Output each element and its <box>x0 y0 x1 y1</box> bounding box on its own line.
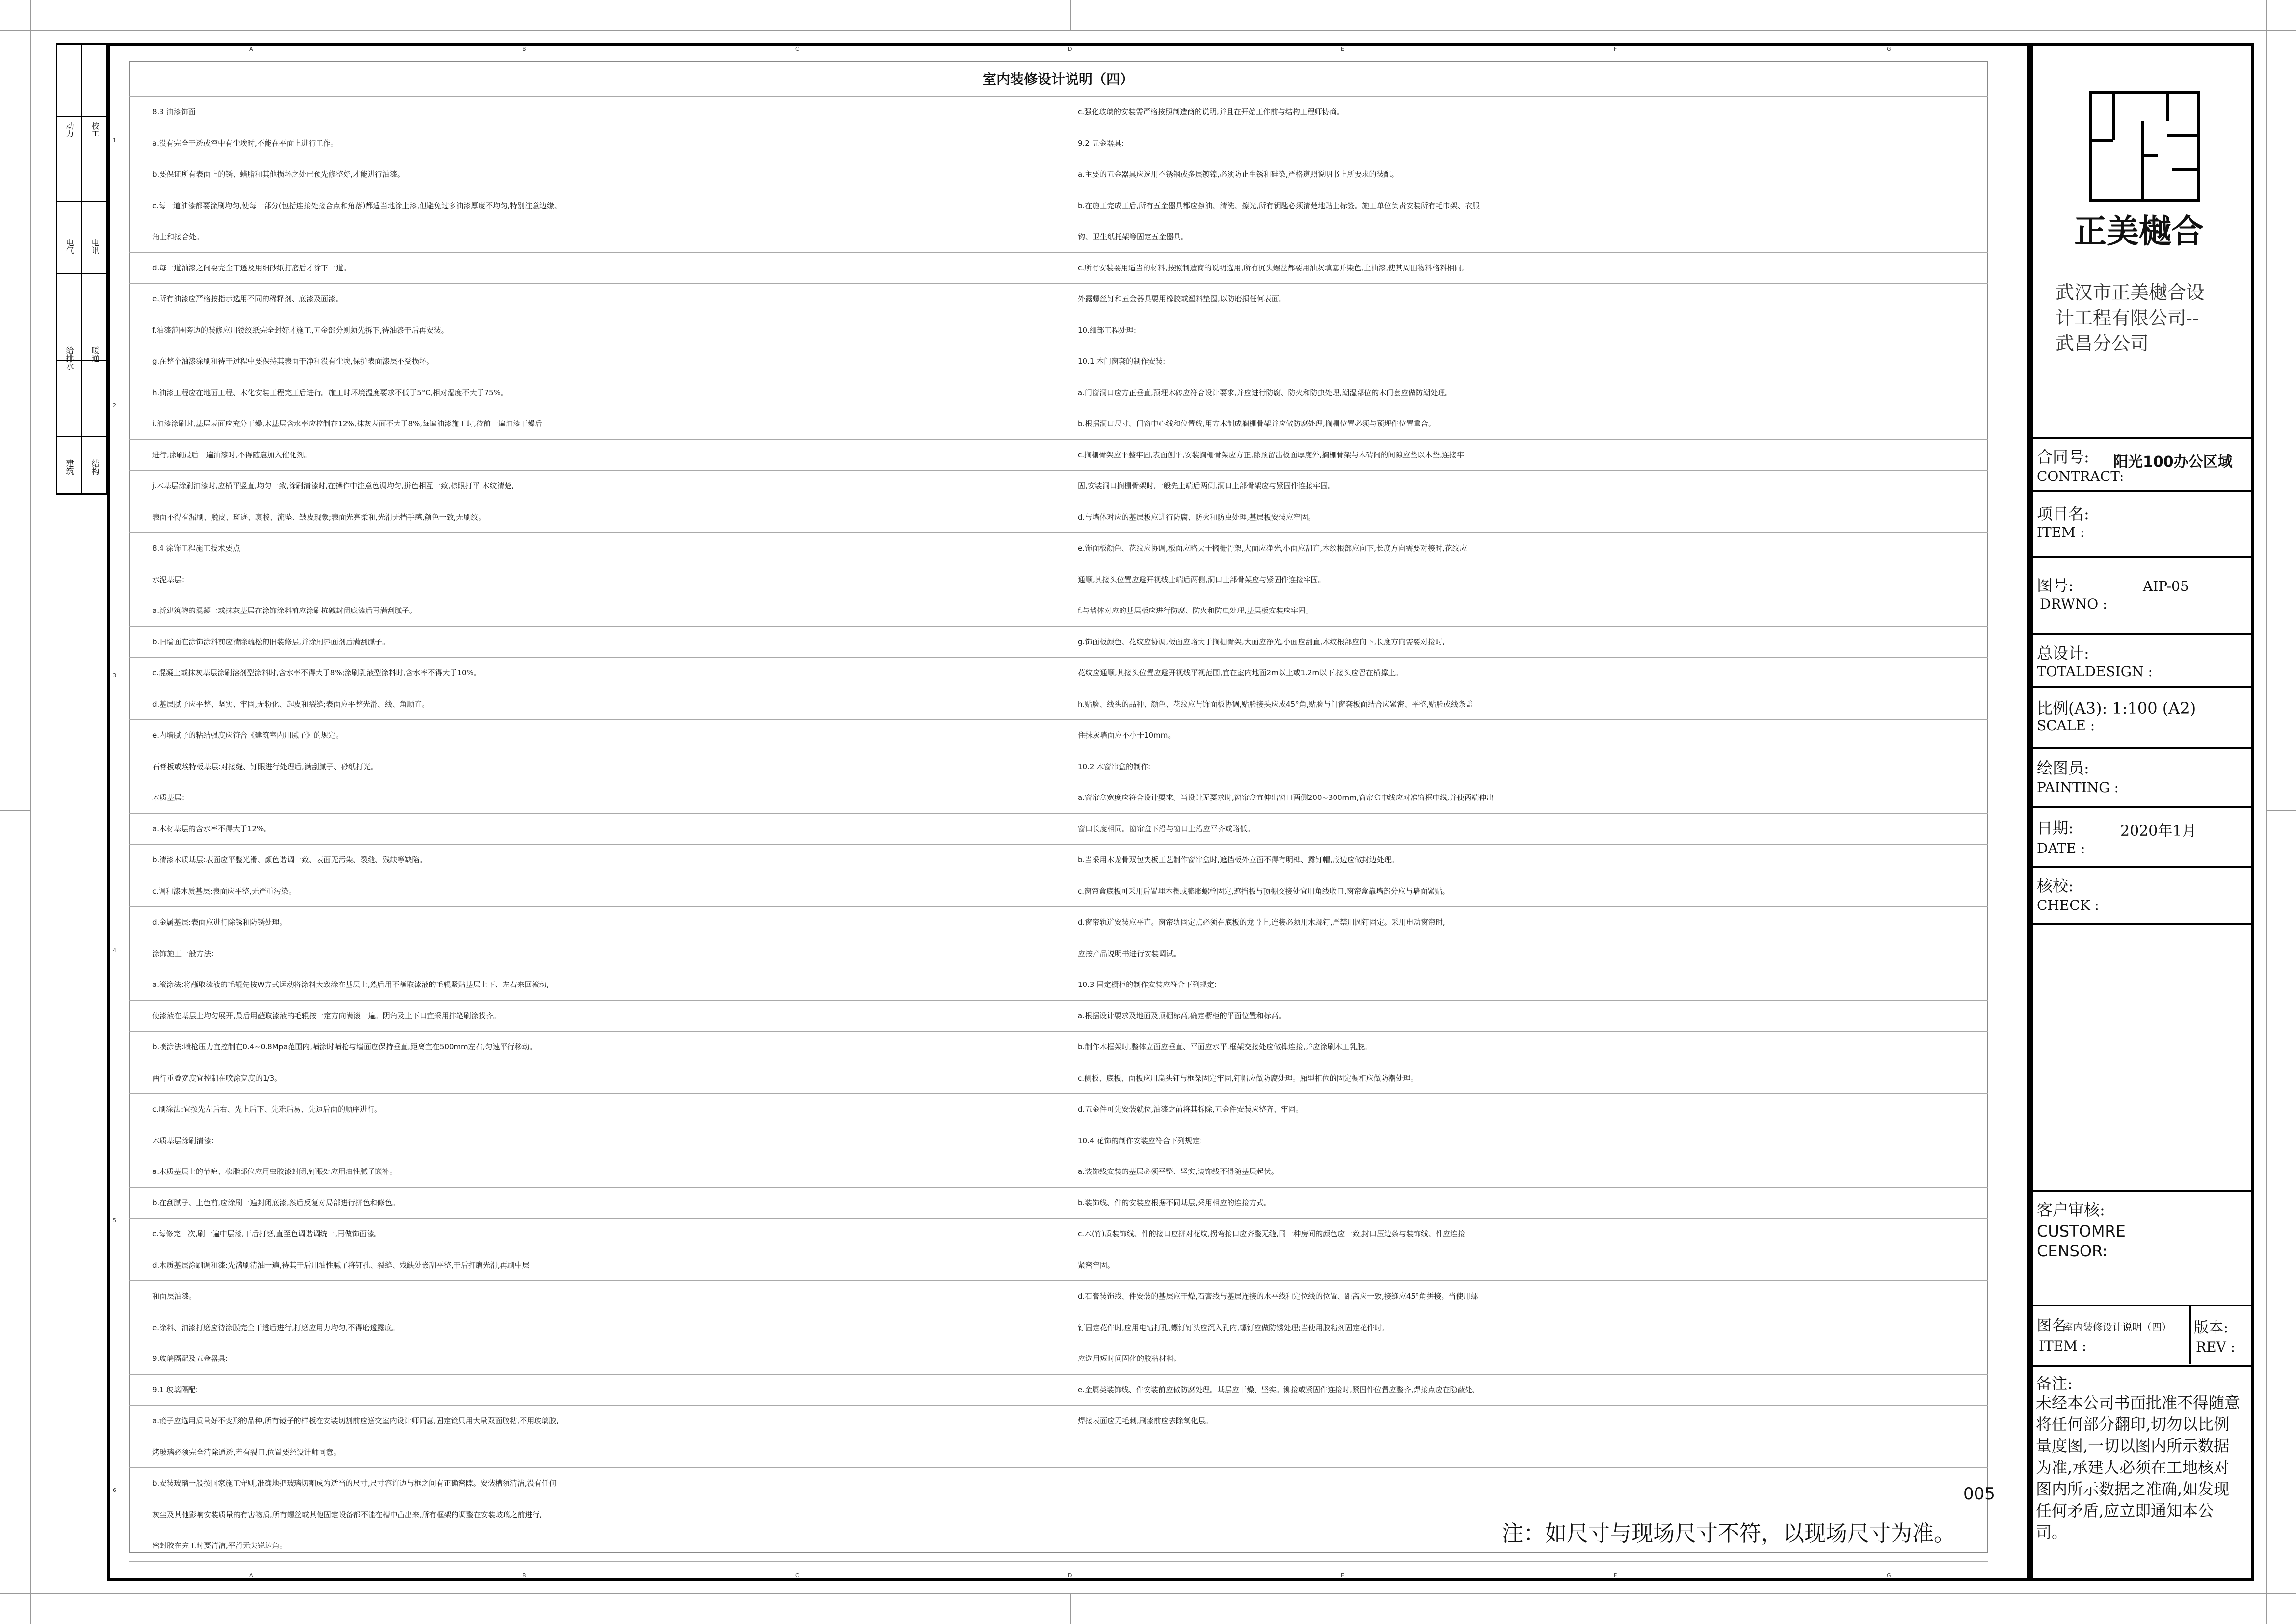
note-line: 涂饰施工一般方法: <box>152 949 214 958</box>
company-line: 计工程有限公司-- <box>2056 307 2199 329</box>
row-rule <box>129 657 1988 658</box>
ruler-label: E <box>1341 1572 1344 1579</box>
note-line: 花纹应通顺,其接头位置应避开视线平视范围,宜在室内地面2m以上或1.2m以下,接头应留在横撑上。 <box>1078 668 1403 677</box>
note-line: 烤玻璃必须完全清除通透,若有裂口,位置要经设计师同意。 <box>152 1447 341 1457</box>
row-rule <box>129 439 1988 440</box>
row-rule <box>129 1031 1988 1032</box>
ruler-label: F <box>1614 1572 1617 1579</box>
note-line: 外露螺丝钉和五金器具要用橡胶或塑料垫圈,以防磨损任何表面。 <box>1078 294 1286 303</box>
note-line: a.装饰线安装的基层必须平整、坚实,装饰线不得随基层起伏。 <box>1078 1167 1279 1176</box>
ruler-label: 5 <box>113 1217 116 1224</box>
strip-label: 电气 <box>65 239 74 254</box>
row-rule <box>129 1467 1988 1468</box>
row-rule <box>129 96 1988 97</box>
note-line: f.与墙体对应的基层板应进行防腐、防火和防虫处理,基层板安装应牢固。 <box>1078 606 1313 615</box>
note-line: 焊接表面应无毛刺,刷漆前应去除氧化层。 <box>1078 1416 1213 1425</box>
row-rule <box>129 1374 1988 1375</box>
note-line: 紧密牢固。 <box>1078 1260 1115 1270</box>
row-rule <box>129 719 1988 720</box>
version-en-label: REV : <box>2196 1339 2236 1355</box>
ruler-label: A <box>249 1572 253 1579</box>
note-line: c.刷涂法:宜按先左后右、先上后下、先难后易、先边后面的顺序进行。 <box>152 1105 382 1114</box>
ruler-label: A <box>249 46 253 52</box>
total-design-label: 总设计: <box>2037 644 2089 663</box>
note-line: d.每一道油漆之间要完全干透及用细砂纸打磨后才涂下一道。 <box>152 263 351 272</box>
row-rule <box>129 1561 1988 1562</box>
ruler-label: D <box>1068 1572 1072 1579</box>
note-line: h.油漆工程应在地面工程、木化安装工程完工后进行。施工时环境温度要求不低于5°C,相对湿度不大于75%。 <box>152 388 508 397</box>
note-line: c.所有安装要用适当的材料,按照制造商的说明选用,所有沉头螺丝都要用油灰填塞并染色,上油漆,使其周围物料格料相同, <box>1078 263 1464 272</box>
note-line: 10.4 花饰的制作安装应符合下列规定: <box>1078 1136 1202 1145</box>
note-line: 8.3 油漆饰面 <box>152 107 196 116</box>
ruler-label: F <box>1614 46 1617 52</box>
note-line: b.要保证所有表面上的锈、蜡脂和其他损坏之处已预先修整好,才能进行油漆。 <box>152 170 405 179</box>
note-line: 9.玻璃隔配及五金器具: <box>152 1354 228 1363</box>
note-line: a.新建筑物的混凝土或抹灰基层在涂饰涂料前应涂刷抗碱封闭底漆后再满刮腻子。 <box>152 606 417 615</box>
note-line: 木质基层涂刷清漆: <box>152 1136 214 1145</box>
company-logo-icon <box>2089 91 2200 202</box>
note-line: b.安装玻璃一般按国家施工守则,准确地把玻璃切割成为适当的尺寸,尺寸容许边与框之间有正确密隙。安装槽须清洁,没有任何 <box>152 1479 557 1488</box>
strip-label: 动力 <box>65 122 74 137</box>
note-line: 灰尘及其他影响安装质量的有害物质,所有螺丝或其他固定设备都不能在槽中凸出来,所有框架的调整在安装玻璃之前进行, <box>152 1510 542 1519</box>
note-line: j.木基层涂刷油漆时,应横平竖直,均匀一致,涂刷清漆时,在操作中注意色调均匀,拼色相互一致,棕眼打平,木纹清楚, <box>152 481 514 490</box>
ruler-label: 1 <box>113 137 116 144</box>
note-line: h.贴脸、线头的品种、颜色、花纹应与饰面板协调,贴脸接头应成45°角,贴脸与门窗套板面结合应紧密、平整,贴脸或线条盖 <box>1078 699 1473 709</box>
contract-label: 合同号: <box>2037 448 2089 466</box>
row-rule <box>129 1093 1988 1094</box>
note-line: 石膏板或埃特板基层:对接缝、钉眼进行处理后,满刮腻子、砂纸打光。 <box>152 762 378 771</box>
ruler-label: E <box>1341 46 1344 52</box>
censor-en-label: CENSOR: <box>2037 1242 2108 1260</box>
drawing-number-value: AIP-05 <box>2143 578 2189 594</box>
note-line: 木质基层: <box>152 793 185 802</box>
row-rule <box>129 1280 1988 1281</box>
row-rule <box>129 906 1988 907</box>
note-line: a.木质基层上的节疤、松脂部位应用虫胶漆封闭,钉眼处应用油性腻子嵌补。 <box>152 1167 397 1176</box>
note-line: 10.3 固定橱柜的制作安装应符合下列规定: <box>1078 980 1217 989</box>
note-line: a.滚涂法:将蘸取漆液的毛辊先按W方式运动将涂料大致涂在基层上,然后用不蘸取漆液的毛辊紧贴基层上下、左右来回滚动, <box>152 980 549 989</box>
painting-label: 绘图员: <box>2037 759 2089 777</box>
note-line: 密封胶在完工时要清洁,平滑无尖锐边角。 <box>152 1541 287 1550</box>
note-line: c.木(竹)质装饰线、件的接口应拼对花纹,拐弯接口应齐整无缝,同一种房间的颜色应一致,封口压边条与装饰线、件应连接 <box>1078 1229 1466 1238</box>
dimension-note: 注：如尺寸与现场尺寸不符，以现场尺寸为准。 <box>1502 1521 1955 1546</box>
note-line: c.每一道油漆都要涂刷均匀,使每一部分(包括连接处接合点和角落)都适当地涂上漆,但避免过多油漆厚度不均匀,特别注意边缘、 <box>152 201 562 210</box>
date-label: 日期: <box>2037 819 2074 837</box>
note-line: 10.1 木门窗套的制作安装: <box>1078 357 1166 366</box>
drawing-number-label: 图号: <box>2037 576 2074 595</box>
row-rule <box>129 1000 1988 1001</box>
ruler-label: C <box>795 46 799 52</box>
note-line: 住抹灰墙面应不小于10mm。 <box>1078 731 1175 740</box>
note-line: i.油漆涂刷时,基层表面应充分干燥,木基层含水率应控制在12%,抹灰表面不大于8%,每遍油漆施工时,待前一遍油漆干燥后 <box>152 419 542 428</box>
date-value: 2020年1月 <box>2120 823 2197 840</box>
note-line: b.根据洞口尺寸、门窗中心线和位置线,用方木制成搁栅骨架并应做防腐处理,搁栅位置必须与预埋件位置重合。 <box>1078 419 1436 428</box>
note-line: 8.4 涂饰工程施工技术要点 <box>152 544 240 553</box>
total-design-en-label: TOTALDESIGN : <box>2037 664 2153 680</box>
strip-label: 校工 <box>90 122 100 137</box>
note-line: b.清漆木质基层:表面应平整光滑、颜色谐调一致、表面无污染、裂缝、残缺等缺陷。 <box>152 855 427 864</box>
note-line: b.在刮腻子、上色前,应涂刷一遍封闭底漆,然后反复对局部进行拼色和修色。 <box>152 1198 400 1207</box>
note-line: d.五金件可先安装就位,油漆之前将其拆除,五金件安装应整齐、牢固。 <box>1078 1105 1303 1114</box>
ruler-label: G <box>1887 1572 1891 1579</box>
note-line: 角上和接合处。 <box>152 232 204 241</box>
note-line: b.制作木框架时,整体立面应垂直、平面应水平,框架交接处应做榫连接,并应涂刷木工乳胶。 <box>1078 1042 1372 1051</box>
note-line: g.饰面板颜色、花纹应协调,板面应略大于搁栅骨架,大面应净光,小面应刮直,木纹根部应向下,长度方向需要对接时, <box>1078 637 1445 646</box>
row-rule <box>129 844 1988 845</box>
note-line: e.所有油漆应严格按指示选用不同的稀释剂、底漆及面漆。 <box>152 294 343 303</box>
ruler-label: 2 <box>113 402 116 409</box>
note-line: e.金属类装饰线、件安装前应做防腐处理。基层应干燥、坚实。铆接或紧固件连接时,紧固件位置应整齐,焊接点应在隐蔽处、 <box>1078 1385 1480 1394</box>
drawing-number-en-label: DRWNO : <box>2040 596 2108 612</box>
note-line: 固,安装洞口搁栅骨架时,一般先上端后两侧,洞口上部骨架应与紧固件连接牢固。 <box>1078 481 1335 490</box>
note-line: a.镜子应选用质量好不变形的品种,所有镜子的样板在安装切割前应送交室内设计师同意,固定镜只用大量双面胶粘,不用玻璃胶, <box>152 1416 559 1425</box>
strip-label: 给排水 <box>65 346 74 370</box>
remarks-line: 司。 <box>2036 1523 2068 1542</box>
note-line: 应按产品说明书进行安装调试。 <box>1078 949 1181 958</box>
note-line: g.在整个油漆涂刷和待干过程中要保持其表面干净和没有尘埃,保护表面漆层不受损坏。 <box>152 357 434 366</box>
note-line: a.门窗洞口应方正垂直,预埋木砖应符合设计要求,并应进行防腐、防火和防虫处理,潮湿部位的木门套应做防潮处理。 <box>1078 388 1453 397</box>
logo-text: 正美樾合 <box>2074 212 2204 250</box>
note-line: c.窗帘盒底板可采用后置埋木楔或膨胀螺栓固定,遮挡板与顶棚交接处宜用角线收口,窗帘盒靠墙部分应与墙面紧贴。 <box>1078 886 1450 896</box>
strip-label: 暖通 <box>90 346 100 362</box>
remarks-line: 将任何部分翻印,切勿以比例 <box>2036 1415 2230 1434</box>
ruler-label: G <box>1887 46 1891 52</box>
note-line: b.喷涂法:喷枪压力宜控制在0.4~0.8Mpa范围内,喷涂时喷枪与墙面应保持垂直,距离宜在500mm左右,匀速平行移动。 <box>152 1042 537 1051</box>
remarks-line: 量度图,一切以图内所示数据 <box>2036 1437 2230 1455</box>
note-line: 两行重叠宽度宜控制在喷涂宽度的1/3。 <box>152 1073 282 1083</box>
row-rule <box>129 1187 1988 1188</box>
note-line: d.金属基层:表面应进行除锈和防锈处理。 <box>152 918 287 927</box>
strip-label: 结构 <box>90 459 100 475</box>
note-line: 9.1 玻璃隔配: <box>152 1385 198 1394</box>
check-label: 核校: <box>2037 877 2074 895</box>
strip-label: 建筑 <box>65 459 74 475</box>
note-line: a.根据设计要求及地面及顶棚标高,确定橱柜的平面位置和标高。 <box>1078 1011 1286 1020</box>
note-line: c.搁栅骨架应平整牢固,表面刨平,安装搁栅骨架应方正,除预留出板面厚度外,搁栅骨架与木砖间的间隙应垫以木垫,连接牢 <box>1078 450 1464 459</box>
note-line: d.木质基层涂刷调和漆:先满刷清油一遍,待其干后用油性腻子将钉孔、裂缝、残缺处嵌刮平整,干后打磨光滑,再刷中层 <box>152 1260 530 1270</box>
ruler-label: 3 <box>113 672 116 679</box>
item-label: 项目名: <box>2037 505 2089 523</box>
figure-en-label: ITEM : <box>2039 1338 2087 1354</box>
note-line: e.内墙腻子的粘结强度应符合《建筑室内用腻子》的规定。 <box>152 731 343 740</box>
note-line: c.强化玻璃的安装需严格按照制造商的说明,并且在开始工作前与结构工程师协商。 <box>1078 107 1344 116</box>
remarks-line: 为准,承建人必须在工地核对 <box>2036 1458 2230 1477</box>
ruler-label: B <box>522 46 526 52</box>
item-en-label: ITEM : <box>2037 524 2085 540</box>
remarks-text <box>2036 1392 2240 1543</box>
ruler-label: 6 <box>113 1487 116 1493</box>
note-line: 10.细部工程处理: <box>1078 325 1136 335</box>
note-line: d.基层腻子应平整、坚实、牢固,无粉化、起皮和裂缝;表面应平整光滑、线、角顺直。 <box>152 699 429 709</box>
note-line: a.木材基层的含水率不得大于12%。 <box>152 824 271 833</box>
row-rule <box>129 532 1988 533</box>
note-line: e.饰面板颜色、花纹应协调,板面应略大于搁栅骨架,大面应净光,小面应刮直,木纹根部应向下,长度方向需要对接时,花纹应 <box>1078 544 1467 553</box>
note-line: d.窗帘轨道安装应平直。窗帘轨固定点必须在底板的龙骨上,连接必须用木螺钉,严禁用圆钉固定。采用电动窗帘时, <box>1078 918 1445 927</box>
note-line: a.没有完全干透或空中有尘埃时,不能在平面上进行工作。 <box>152 138 338 148</box>
ruler-label: D <box>1068 46 1072 52</box>
note-line: 10.2 木窗帘盒的制作: <box>1078 762 1151 771</box>
note-line: f.油漆范围旁边的装修应用镂纹纸完全封好才施工,五金部分则须先拆下,待油漆干后再安装。 <box>152 325 449 335</box>
remarks-line: 任何矛盾,应立即通知本公 <box>2036 1501 2214 1520</box>
note-line: d.石膏装饰线、件安装的基层应干燥,石膏线与基层连接的水平线和定位线的位置、距离应一致,接缝应45°角拼接。当使用螺 <box>1078 1292 1478 1301</box>
note-line: c.每修完一次,刷一遍中层漆,干后打磨,直至色调谐调统一,再做饰面漆。 <box>152 1229 382 1238</box>
note-line: e.涂料、油漆打磨应待涂膜完全干透后进行,打磨应用力均匀,不得磨透露底。 <box>152 1323 400 1332</box>
page-title: 室内装修设计说明（四） <box>982 71 1134 87</box>
note-line: 和面层油漆。 <box>152 1292 197 1301</box>
contract-value: 阳光100办公区域 <box>2113 453 2233 471</box>
note-line: 表面不得有漏刷、脱皮、斑迹、裹棱、流坠、皱皮现象;表面光亮柔和,光滑无挡手感,颜色一致,无刷纹。 <box>152 512 486 522</box>
note-line: 窗口长度相同。窗帘盒下沿与窗口上沿应平齐或略低。 <box>1078 824 1255 833</box>
note-line: 应选用短时间固化的胶粘材料。 <box>1078 1354 1181 1363</box>
note-line: b.当采用木龙骨双包夹板工艺制作窗帘盒时,遮挡板外立面不得有明榫、露钉帽,底边应做封边处理。 <box>1078 855 1399 864</box>
company-line: 武汉市正美樾合设 <box>2056 282 2205 303</box>
note-line: 钩、卫生纸托架等固定五金器具。 <box>1078 232 1189 241</box>
note-line: d.与墙体对应的基层板应进行防腐、防火和防虫处理,基层板安装应牢固。 <box>1078 512 1316 522</box>
version-label: 版本: <box>2194 1319 2229 1336</box>
note-line: 通顺,其接头位置应避开视线上端后两侧,洞口上部骨架应与紧固件连接牢固。 <box>1078 575 1326 584</box>
company-name <box>2056 280 2205 356</box>
figure-name-label: 图名 <box>2037 1317 2066 1334</box>
remarks-line: 图内所示数据之准确,如发现 <box>2036 1480 2230 1498</box>
ruler-label: B <box>522 1572 526 1579</box>
strip-label: 电讯 <box>90 239 100 254</box>
ruler-label: C <box>795 1572 799 1579</box>
note-line: a.主要的五金器具应选用不锈钢或多层镀镍,必须防止生锈和硅染,严格遵照说明书上所要求的装配。 <box>1078 170 1399 179</box>
note-line: b.在施工完成工后,所有五金器具都应擦油、清洗、擦光,所有钥匙必须清楚地贴上标签。施工单位负责安装所有毛巾架、衣服 <box>1078 201 1480 210</box>
row-rule <box>129 470 1988 471</box>
remarks-line: 未经本公司书面批准不得随意 <box>2036 1393 2241 1412</box>
row-rule <box>129 813 1988 814</box>
row-rule <box>129 283 1988 284</box>
scale-label: 比例(A3): 1:100 (A2) <box>2037 699 2196 718</box>
note-line: 进行,涂刷最后一遍油漆时,不得随意加入催化剂。 <box>152 450 312 459</box>
row-rule <box>129 1218 1988 1219</box>
note-line: c.侧板、底板、面板应用扁头钉与框架固定牢固,钉帽应做防腐处理。厢型柜位的固定橱柜应做防潮处理。 <box>1078 1073 1418 1083</box>
note-line: c.混凝土或抹灰基层涂刷溶剂型涂料时,含水率不得大于8%;涂刷乳液型涂料时,含水率不得大于10%。 <box>152 668 481 677</box>
note-line: 水泥基层: <box>152 575 185 584</box>
note-line: 使漆液在基层上均匀展开,最后用蘸取漆液的毛辊按一定方向满滚一遍。阴角及上下口宜采用排笔刷涂找齐。 <box>152 1011 501 1020</box>
customer-en-label: CUSTOMRE <box>2037 1222 2126 1241</box>
check-en-label: CHECK : <box>2037 897 2099 913</box>
row-rule <box>129 252 1988 253</box>
remarks-label: 备注: <box>2036 1374 2073 1393</box>
ruler-label: 4 <box>113 947 116 954</box>
note-line: 9.2 五金器具: <box>1078 138 1124 148</box>
customer-review-label: 客户审核: <box>2037 1200 2105 1219</box>
note-line: b.装饰线、件的安装应根据不同基层,采用相应的连接方式。 <box>1078 1198 1272 1207</box>
note-line: a.窗帘盒宽度应符合设计要求。当设计无要求时,窗帘盒宜伸出窗口两侧200~300mm,窗帘盒中线应对准窗框中线,并使两端伸出 <box>1078 793 1494 802</box>
figure-name-value: 室内装修设计说明（四） <box>2063 1321 2171 1333</box>
date-en-label: DATE : <box>2037 840 2085 856</box>
note-line: c.调和漆木质基层:表面应平整,无严重污染。 <box>152 886 296 896</box>
company-line: 武昌分公司 <box>2056 333 2149 354</box>
notes-table <box>129 61 1988 1553</box>
discipline-strip <box>56 43 107 495</box>
painting-en-label: PAINTING : <box>2037 779 2119 796</box>
contract-en-label: CONTRACT: <box>2037 468 2124 484</box>
page-number: 005 <box>1963 1484 1995 1504</box>
scale-en-label: SCALE : <box>2037 718 2095 734</box>
note-line: b.旧墙面在涂饰涂料前应清除疏松的旧装修层,并涂刷界面剂后满刮腻子。 <box>152 637 390 646</box>
row-rule <box>129 1405 1988 1406</box>
note-line: 钉固定花件时,应用电钻打孔,螺钉钉头应沉入孔内,螺钉应做防锈处理;当使用胶粘剂固定花件时, <box>1078 1323 1385 1332</box>
row-rule <box>129 626 1988 627</box>
